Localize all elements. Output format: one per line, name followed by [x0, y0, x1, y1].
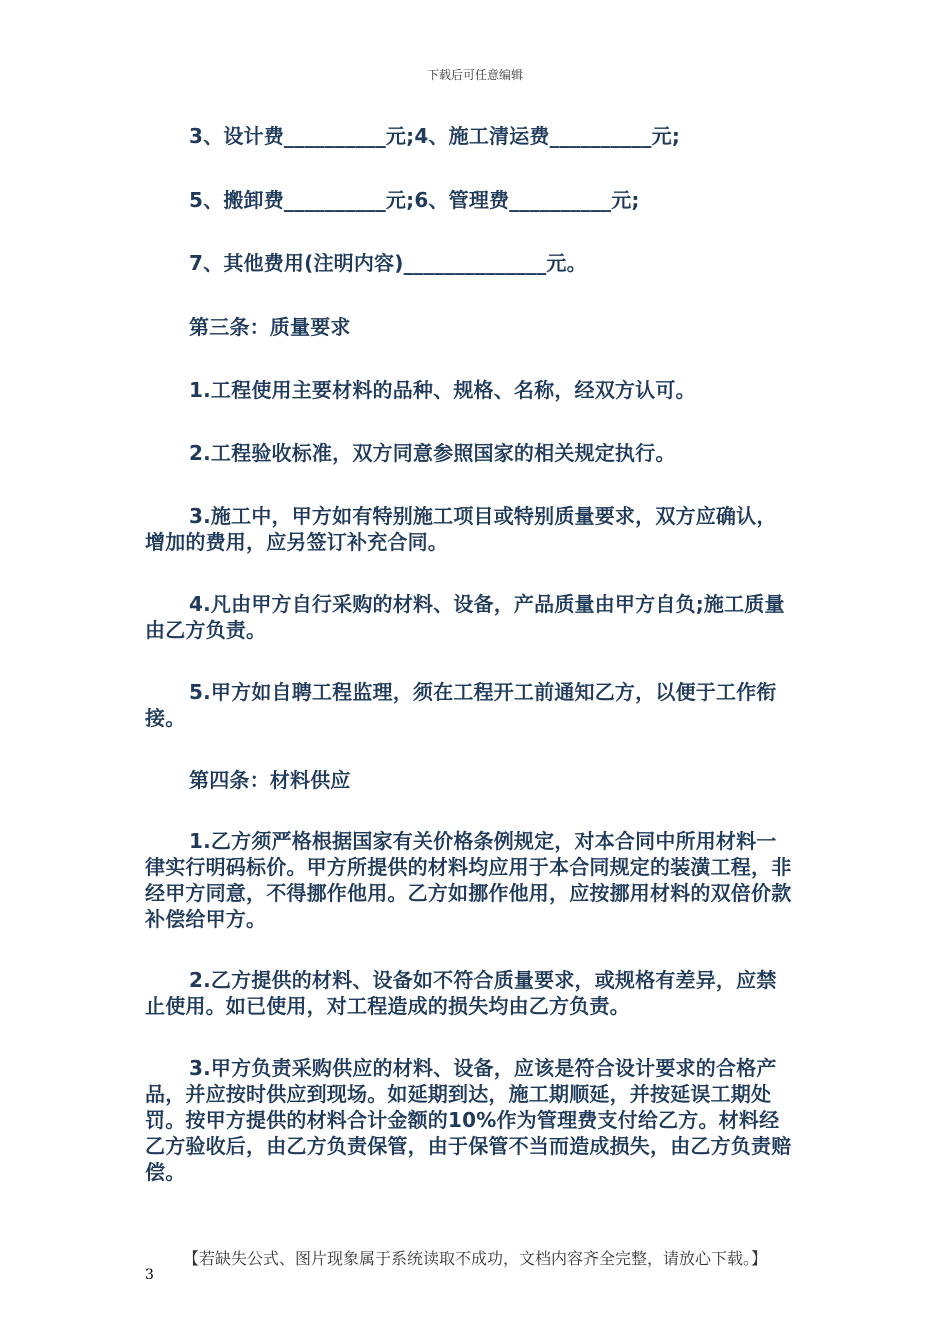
quality-clause-4: 4.凡由甲方自行采购的材料、设备，产品质量由甲方自负;施工质量由乙方负责。	[145, 592, 785, 642]
footer-note: 【若缺失公式、图片现象属于系统读取不成功，文档内容齐全完整，请放心下载。】	[182, 1249, 767, 1268]
materials-clause-3: 3.甲方负责采购供应的材料、设备，应该是符合设计要求的合格产品，并应按时供应到现场。如延期到达，施工期顺延，并按延误工期处罚。按甲方提供的材料合计金额的10%作为管理费支付给乙方。材料经乙方验收后，由乙方负责保管，由于保管不当而造成损失，由乙方负责赔偿。	[145, 1056, 792, 1184]
quality-clause-3: 3.施工中，甲方如有特别施工项目或特别质量要求，双方应确认，增加的费用，应另签订补充合同。	[145, 504, 777, 554]
section-heading-quality: 第三条：质量要求	[189, 315, 351, 339]
fee-line-other: 7、其他费用(注明内容)______________元。	[189, 251, 587, 275]
section-heading-materials: 第四条：材料供应	[189, 768, 351, 792]
quality-clause-1: 1.工程使用主要材料的品种、规格、名称，经双方认可。	[189, 378, 696, 402]
fee-line-handling-management: 5、搬卸费__________元;6、管理费__________元;	[189, 188, 640, 212]
fee-line-design-cleanup: 3、设计费__________元;4、施工清运费__________元;	[189, 124, 681, 148]
materials-clause-1: 1.乙方须严格根据国家有关价格条例规定，对本合同中所用材料一律实行明码标价。甲方所提供的材料均应用于本合同规定的装潢工程，非经甲方同意，不得挪作他用。乙方如挪作他用，应按挪用材料的双倍价款补偿给甲方。	[145, 829, 792, 931]
materials-clause-2: 2.乙方提供的材料、设备如不符合质量要求，或规格有差异，应禁止使用。如已使用，对工程造成的损失均由乙方负责。	[145, 968, 777, 1018]
quality-clause-5: 5.甲方如自聘工程监理，须在工程开工前通知乙方，以便于工作衔接。	[145, 680, 777, 730]
page-number: 3	[145, 1267, 154, 1283]
quality-clause-2: 2.工程验收标准，双方同意参照国家的相关规定执行。	[189, 441, 676, 465]
page-header: 下载后可任意编辑	[426, 68, 523, 82]
